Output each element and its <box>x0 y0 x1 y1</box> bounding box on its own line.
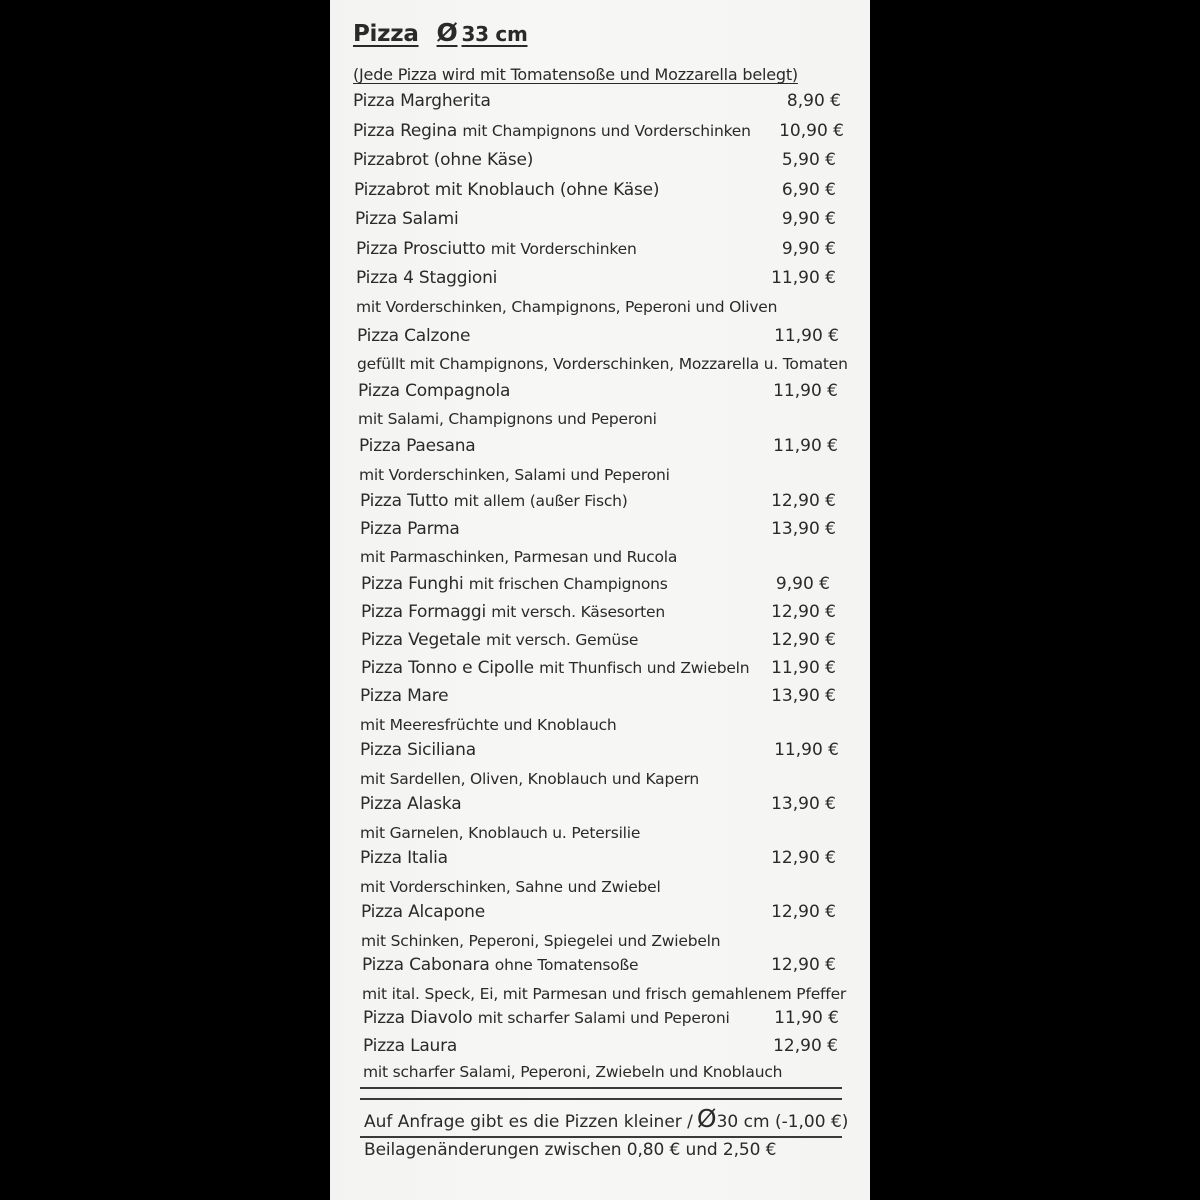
item-ingredients: mit Schinken, Peperoni, Spiegelei und Zwiebeln <box>361 932 721 950</box>
item-title: Pizza Alcapone <box>361 902 486 922</box>
item-title: Pizza Alaska <box>360 794 462 814</box>
item-name <box>363 1036 457 1056</box>
item-ingredients: mit Vorderschinken, Salami und Peperoni <box>359 466 670 484</box>
divider <box>360 1136 842 1138</box>
item-title: Pizza Tutto <box>360 491 449 511</box>
item-ingredients: mit Vorderschinken, Sahne und Zwiebel <box>360 878 661 896</box>
menu-item <box>0 630 1200 654</box>
heading-size-value: 33 cm <box>461 22 528 46</box>
item-name <box>360 519 460 539</box>
item-price: 12,90 € <box>771 902 836 922</box>
item-price: 13,90 € <box>771 519 836 539</box>
menu-item <box>0 239 1200 263</box>
item-title: Pizza Parma <box>360 519 460 539</box>
item-price: 11,90 € <box>774 326 839 346</box>
item-title: Pizza Italia <box>360 848 448 868</box>
item-name <box>353 150 533 170</box>
item-ingredients: gefüllt mit Champignons, Vorderschinken, Mozzarella u. Tomaten <box>357 355 848 373</box>
menu-item <box>0 150 1200 174</box>
menu-item <box>0 955 1200 979</box>
item-description: mit versch. Käsesorten <box>491 603 665 621</box>
item-name <box>356 239 637 259</box>
item-name <box>358 381 510 401</box>
item-name <box>360 794 461 814</box>
diameter-icon: Ø <box>436 18 458 47</box>
menu-item <box>0 686 1200 710</box>
menu-item <box>0 658 1200 682</box>
item-name <box>357 326 470 346</box>
item-price: 9,90 € <box>781 209 836 229</box>
item-price: 12,90 € <box>771 602 836 622</box>
menu-item <box>0 326 1200 350</box>
item-name <box>353 121 751 141</box>
item-price: 11,90 € <box>771 658 836 678</box>
item-price: 9,90 € <box>781 239 836 259</box>
item-name <box>360 848 448 868</box>
item-description: mit Thunfisch und Zwiebeln <box>539 659 750 677</box>
menu-item <box>0 436 1200 460</box>
item-title: Pizza Margherita <box>353 91 491 111</box>
item-name <box>361 602 665 622</box>
menu-item <box>0 794 1200 818</box>
item-name <box>355 209 459 229</box>
menu-item <box>0 209 1200 233</box>
menu-item <box>0 180 1200 204</box>
item-name <box>356 268 497 288</box>
item-title: Pizza Regina <box>353 121 458 141</box>
item-name <box>361 902 485 922</box>
item-name <box>360 740 476 760</box>
divider <box>360 1087 842 1089</box>
item-description: mit frischen Champignons <box>468 575 668 593</box>
small-size-value: 30 cm (-1,00 €) <box>716 1112 849 1132</box>
divider <box>360 1098 842 1100</box>
small-size-text: Auf Anfrage gibt es die Pizzen kleiner / <box>364 1112 693 1132</box>
menu-item <box>0 574 1200 598</box>
item-title: Pizza Salami <box>355 209 459 229</box>
item-description: mit Champignons und Vorderschinken <box>462 122 751 140</box>
item-price: 13,90 € <box>771 686 836 706</box>
item-name <box>353 91 491 111</box>
menu-item <box>0 519 1200 543</box>
item-name <box>362 955 638 975</box>
item-price: 12,90 € <box>771 491 836 511</box>
item-ingredients: mit Garnelen, Knoblauch u. Petersilie <box>360 824 641 842</box>
item-name <box>354 180 659 200</box>
item-title: Pizzabrot (ohne Käse) <box>353 150 534 170</box>
item-price: 5,90 € <box>781 150 836 170</box>
item-ingredients: mit scharfer Salami, Peperoni, Zwiebeln und Knoblauch <box>363 1063 783 1081</box>
item-price: 13,90 € <box>771 794 836 814</box>
item-title: Pizza Tonno e Cipolle <box>361 658 534 678</box>
item-price: 12,90 € <box>771 955 836 975</box>
item-price: 11,90 € <box>774 740 839 760</box>
menu-item <box>0 1036 1200 1060</box>
item-ingredients: mit Sardellen, Oliven, Knoblauch und Kapern <box>360 770 699 788</box>
item-name <box>361 630 638 650</box>
menu-item <box>0 268 1200 292</box>
item-price: 8,90 € <box>786 91 841 111</box>
item-ingredients: mit Vorderschinken, Champignons, Peperoni und Oliven <box>356 298 778 316</box>
item-name <box>361 574 668 594</box>
item-price: 11,90 € <box>773 436 838 456</box>
menu-item <box>0 848 1200 872</box>
item-title: Pizza Compagnola <box>358 381 511 401</box>
item-price: 12,90 € <box>773 1036 838 1056</box>
item-title: Pizza Formaggi <box>361 602 487 622</box>
item-ingredients: mit Salami, Champignons und Peperoni <box>358 410 657 428</box>
item-title: Pizzabrot mit Knoblauch (ohne Käse) <box>354 180 660 200</box>
item-description: mit versch. Gemüse <box>485 631 639 649</box>
item-price: 11,90 € <box>774 1008 839 1028</box>
item-name <box>359 436 476 456</box>
menu-item <box>0 91 1200 115</box>
menu-note: (Jede Pizza wird mit Tomatensoße und Mozzarella belegt) <box>353 65 798 84</box>
menu-item <box>0 491 1200 515</box>
menu-item <box>0 902 1200 926</box>
item-title: Pizza Mare <box>360 686 449 706</box>
small-size-note <box>364 1104 848 1133</box>
item-title: Pizza Prosciutto <box>356 239 486 259</box>
item-title: Pizza Cabonara <box>362 955 490 975</box>
item-title: Pizza Funghi <box>361 574 464 594</box>
item-description: mit Vorderschinken <box>490 240 637 258</box>
item-price: 12,90 € <box>771 630 836 650</box>
item-price: 11,90 € <box>771 268 836 288</box>
menu-item <box>0 381 1200 405</box>
item-title: Pizza Siciliana <box>360 740 476 760</box>
menu-heading <box>353 18 528 47</box>
item-description: ohne Tomatensoße <box>494 956 639 974</box>
item-ingredients: mit Meeresfrüchte und Knoblauch <box>360 716 617 734</box>
item-title: Pizza Vegetale <box>361 630 481 650</box>
item-title: Pizza Calzone <box>357 326 471 346</box>
item-name <box>361 658 749 678</box>
item-price: 9,90 € <box>775 574 830 594</box>
heading-size <box>437 18 528 47</box>
menu-item <box>0 121 1200 145</box>
item-price: 10,90 € <box>779 121 844 141</box>
item-title: Pizza Laura <box>363 1036 458 1056</box>
diameter-icon: Ø <box>696 1104 717 1133</box>
menu-item <box>0 740 1200 764</box>
item-name <box>360 686 448 706</box>
item-price: 6,90 € <box>781 180 836 200</box>
item-name <box>360 491 628 511</box>
item-ingredients: mit ital. Speck, Ei, mit Parmesan und frisch gemahlenem Pfeffer <box>362 985 847 1003</box>
item-price: 11,90 € <box>773 381 838 401</box>
item-ingredients: mit Parmaschinken, Parmesan und Rucola <box>360 548 678 566</box>
menu-item <box>0 602 1200 626</box>
item-price: 12,90 € <box>771 848 836 868</box>
heading-title: Pizza <box>353 21 419 47</box>
item-description: mit scharfer Salami und Peperoni <box>477 1009 730 1027</box>
extras-note: Beilagenänderungen zwischen 0,80 € und 2,50 € <box>364 1140 777 1160</box>
menu-item <box>0 1008 1200 1032</box>
item-title: Pizza 4 Staggioni <box>356 268 498 288</box>
item-title: Pizza Paesana <box>359 436 476 456</box>
item-title: Pizza Diavolo <box>363 1008 473 1028</box>
item-name <box>363 1008 730 1028</box>
item-description: mit allem (außer Fisch) <box>453 492 628 510</box>
